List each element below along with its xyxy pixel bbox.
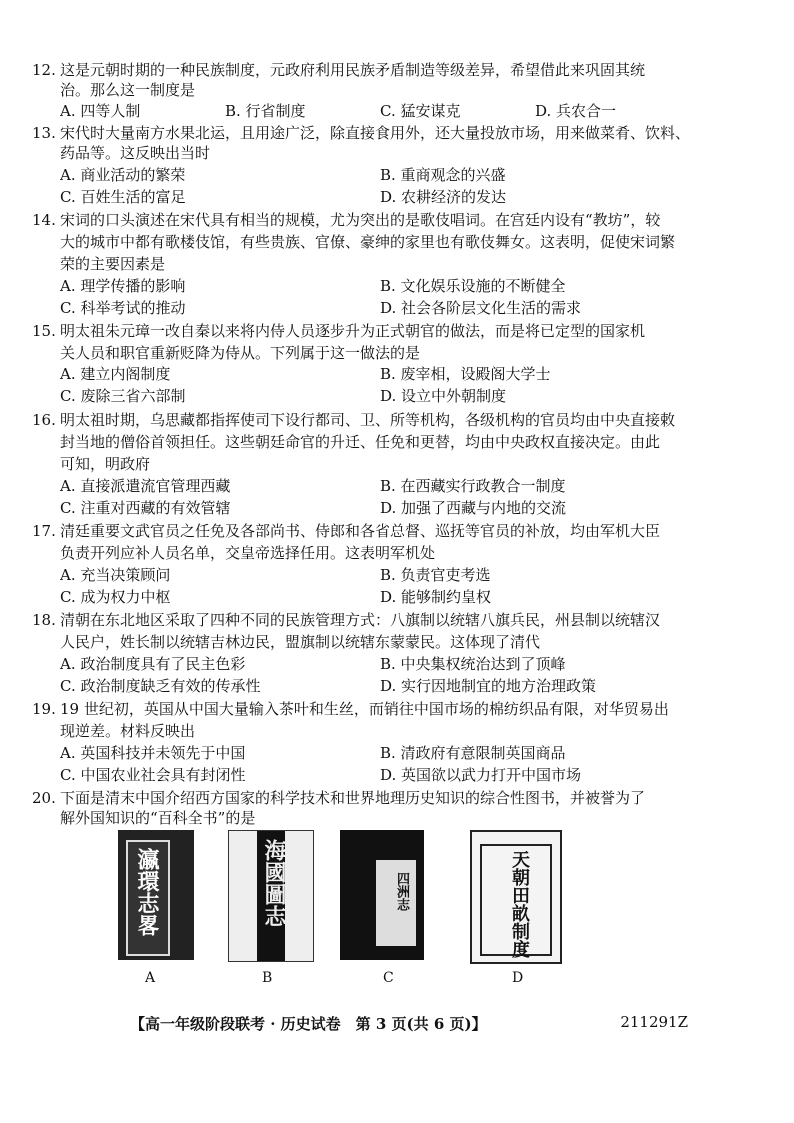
question-stem: 治。那么这一制度是 [60, 81, 196, 99]
question-stem: 宋词的口头演述在宋代具有相当的规模，尤为突出的是歌伎唱词。在宫廷内设有“教坊”，较 [60, 211, 661, 229]
question-number: 14. [32, 211, 56, 229]
image-label-c: C [383, 970, 394, 986]
option-a: A. 建立内阁制度 [60, 365, 171, 383]
exam-code: 211291Z [620, 1013, 688, 1031]
option-b: B. 中央集权统治达到了顶峰 [380, 655, 566, 673]
option-a: A. 英国科技并未领先于中国 [60, 744, 246, 762]
option-b: B. 重商观念的兴盛 [380, 166, 506, 184]
option-b: B. 在西藏实行政教合一制度 [380, 477, 566, 495]
option-b: B. 废宰相，设殿阁大学士 [380, 365, 551, 383]
question-number: 20. [32, 789, 56, 807]
question-number: 12. [32, 61, 56, 79]
page-footer-title: 【高一年级阶段联考 · 历史试卷 第 3 页(共 6 页)】 [130, 1015, 487, 1033]
question-stem: 封当地的僧俗首领担任。这些朝廷命官的升迁、任免和更替，均由中央政权直接决定。由此 [60, 433, 661, 451]
question-stem: 清朝在东北地区采取了四种不同的民族管理方式：八旗制以统辖八旗兵民，州县制以统辖汉 [60, 611, 661, 629]
option-d: D. 农耕经济的发达 [380, 188, 507, 206]
option-c: C. 注重对西藏的有效管辖 [60, 499, 231, 517]
question-stem: 明太祖朱元璋一改自秦以来将内侍人员逐步升为正式朝官的做法，而是将已定型的国家机 [60, 322, 646, 340]
question-stem: 荣的主要因素是 [60, 255, 166, 273]
question-stem: 明太祖时期，乌思藏都指挥使司下设行都司、卫、所等机构，各级机构的官员均由中央直接敕 [60, 411, 676, 429]
option-c: C. 成为权力中枢 [60, 588, 171, 606]
question-stem: 大的城市中都有歌楼伎馆，有些贵族、官僚、豪绅的家里也有歌伎舞女。这表明，促使宋词繁 [60, 233, 676, 251]
question-number: 19. [32, 700, 56, 718]
option-a: A. 四等人制 [60, 102, 141, 120]
option-a: A. 商业活动的繁荣 [60, 166, 186, 184]
book-title-b: 海國圖志 [261, 839, 287, 927]
book-title-c: 四洲志 [394, 872, 409, 911]
option-c: C. 中国农业社会具有封闭性 [60, 766, 246, 784]
question-stem: 药品等。这反映出当时 [60, 144, 211, 162]
question-number: 18. [32, 611, 56, 629]
question-stem: 清廷重要文武官员之任免及各部尚书、侍郎和各省总督、巡抚等官员的补放，均由军机大臣 [60, 522, 661, 540]
book-cover-d [470, 830, 562, 964]
book-title-d: 天朝田畝制度 [509, 850, 530, 958]
question-stem: 这是元朝时期的一种民族制度，元政府利用民族矛盾制造等级差异，希望借此来巩固其统 [60, 61, 646, 79]
question-number: 17. [32, 522, 56, 540]
question-stem: 现逆差。材料反映出 [60, 722, 196, 740]
option-d: D. 设立中外朝制度 [380, 387, 507, 405]
option-c: C. 百姓生活的富足 [60, 188, 186, 206]
option-d: D. 能够制约皇权 [380, 588, 492, 606]
question-stem: 负责开列应补人员名单，交皇帝选择任用。这表明军机处 [60, 544, 436, 562]
image-label-a: A [145, 970, 156, 986]
question-stem: 下面是清末中国介绍西方国家的科学技术和世界地理历史知识的综合性图书，并被誉为了 [60, 789, 646, 807]
option-d: D. 社会各阶层文化生活的需求 [380, 299, 582, 317]
book-cover-c [340, 830, 424, 960]
book-title-a: 瀛環志畧 [134, 848, 160, 936]
option-c: C. 政治制度缺乏有效的传承性 [60, 677, 261, 695]
question-stem: 宋代时大量南方水果北运，且用途广泛，除直接食用外，还大量投放市场，用来做菜肴、饮料、 [60, 124, 691, 142]
question-number: 16. [32, 411, 56, 429]
question-stem: 可知，明政府 [60, 455, 151, 473]
image-label-b: B [262, 970, 273, 986]
image-label-d: D [512, 970, 524, 986]
question-number: 13. [32, 124, 56, 142]
option-b: B. 负责官吏考选 [380, 566, 491, 584]
question-stem: 关人员和职官重新贬降为侍从。下列属于这一做法的是 [60, 344, 421, 362]
question-stem: 解外国知识的“百科全书”的是 [60, 809, 256, 827]
option-d: D. 实行因地制宜的地方治理政策 [380, 677, 597, 695]
book-cover-a [118, 830, 194, 960]
question-stem: 19 世纪初，英国从中国大量输入茶叶和生丝，而销往中国市场的棉纺织品有限，对华贸易出 [60, 700, 669, 718]
option-b: B. 行省制度 [225, 102, 306, 120]
question-number: 15. [32, 322, 56, 340]
option-d: D. 英国欲以武力打开中国市场 [380, 766, 582, 784]
option-a: A. 充当决策顾问 [60, 566, 171, 584]
book-cover-b [228, 830, 314, 962]
option-c: C. 废除三省六部制 [60, 387, 186, 405]
option-a: A. 直接派遣流官管理西藏 [60, 477, 231, 495]
option-c: C. 猛安谋克 [380, 102, 461, 120]
question-stem: 人民户，姓长制以统辖吉林边民，盟旗制以统辖东蒙蒙民。这体现了清代 [60, 633, 541, 651]
option-c: C. 科举考试的推动 [60, 299, 186, 317]
option-b: B. 清政府有意限制英国商品 [380, 744, 566, 762]
option-b: B. 文化娱乐设施的不断健全 [380, 277, 566, 295]
option-d: D. 兵农合一 [535, 102, 617, 120]
option-a: A. 理学传播的影响 [60, 277, 186, 295]
option-a: A. 政治制度具有了民主色彩 [60, 655, 246, 673]
option-d: D. 加强了西藏与内地的交流 [380, 499, 567, 517]
